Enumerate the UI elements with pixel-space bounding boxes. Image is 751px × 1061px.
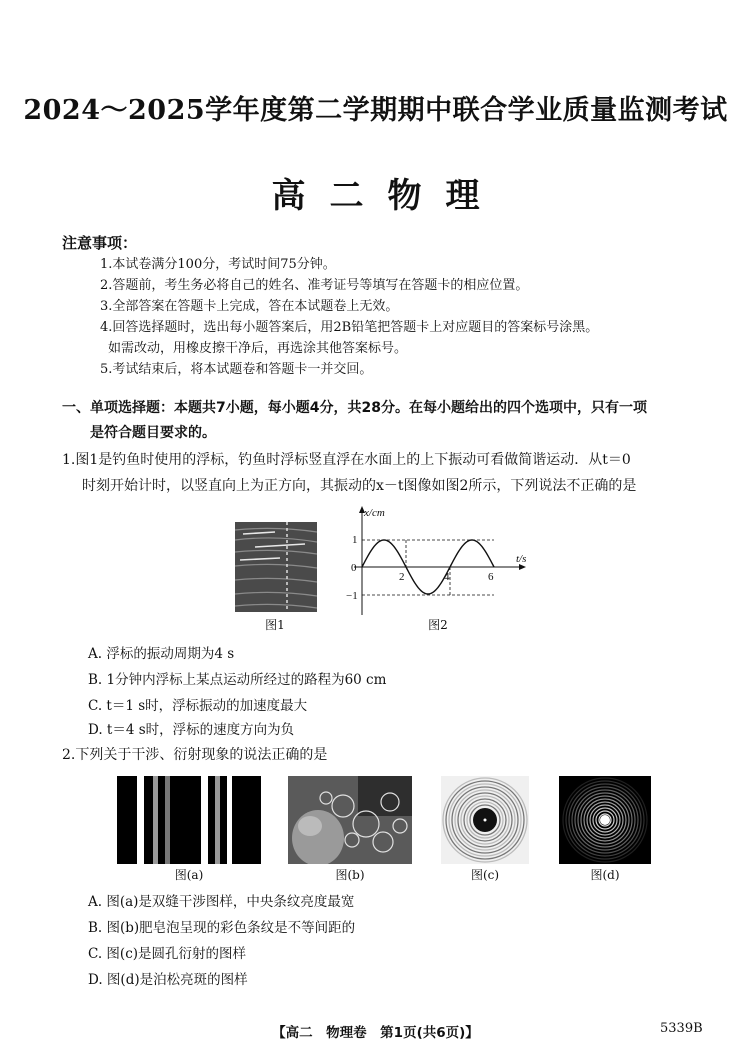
x-axis-label: t/s bbox=[516, 553, 527, 565]
y-axis-label: x/cm bbox=[364, 507, 385, 519]
q2-option-b: B. 图(b)肥皂泡呈现的彩色条纹是不等间距的 bbox=[88, 920, 356, 936]
q1-option-d: D. t＝4 s时，浮标的速度方向为负 bbox=[88, 722, 295, 738]
notice-item: 4.回答选择题时，选出每小题答案后，用2B铅笔把答题卡上对应题目的答案标号涂黑。 bbox=[100, 320, 599, 335]
notice-item: 3.全部答案在答题卡上完成，答在本试题卷上无效。 bbox=[100, 299, 399, 314]
figure-b-caption: 图(b) bbox=[335, 868, 365, 882]
figure-d-caption: 图(d) bbox=[590, 868, 620, 882]
question-line: 时刻开始计时，以竖直向上为正方向，其振动的x－t图像如图2所示，下列说法不正确的是 bbox=[82, 478, 637, 494]
q1-option-c: C. t＝1 s时，浮标振动的加速度最大 bbox=[88, 698, 308, 714]
notice-list bbox=[100, 254, 700, 380]
x-tick-label: 2 bbox=[399, 571, 405, 583]
origin-label: 0 bbox=[351, 562, 357, 574]
notice-item: 2.答题前，考生务必将自己的姓名、准考证号等填写在答题卡的相应位置。 bbox=[100, 278, 529, 293]
paper-code: 5339B bbox=[660, 1021, 703, 1036]
q2-option-a: A. 图(a)是双缝干涉图样，中央条纹亮度最宽 bbox=[88, 894, 355, 910]
figure-c-caption: 图(c) bbox=[470, 868, 500, 882]
xt-graph bbox=[334, 503, 534, 618]
notice-item: 1.本试卷满分100分，考试时间75分钟。 bbox=[100, 257, 336, 272]
section-heading bbox=[62, 396, 702, 446]
y-tick-label: 1 bbox=[352, 534, 358, 546]
soap-bubbles-photo bbox=[288, 776, 412, 864]
question-1-stem bbox=[62, 447, 702, 499]
q1-option-a: A. 浮标的振动周期为4 s bbox=[88, 646, 235, 662]
notice-item: 5.考试结束后，将本试题卷和答题卡一并交回。 bbox=[100, 362, 373, 377]
x-tick-label: 4 bbox=[444, 571, 450, 583]
question-2-stem: 2.下列关于干涉、衍射现象的说法正确的是 bbox=[62, 747, 328, 763]
bright-center-spot bbox=[600, 815, 610, 825]
y-tick-label: −1 bbox=[346, 590, 358, 602]
page-footer: 【高二 物理卷 第1页(共6页)】 bbox=[272, 1025, 479, 1041]
q2-option-c: C. 图(c)是圆孔衍射的图样 bbox=[88, 946, 247, 962]
figure-a-caption: 图(a) bbox=[174, 868, 204, 882]
notice-heading: 注意事项： bbox=[62, 234, 138, 252]
exam-title: 2024～2025学年度第二学期期中联合学业质量监测考试 bbox=[23, 95, 728, 126]
float-photo bbox=[235, 522, 317, 612]
subject-title: 高二物理 bbox=[271, 176, 504, 216]
section-line: 一、单项选择题：本题共7小题，每小题4分，共28分。在每小题给出的四个选项中，只有一项 bbox=[62, 400, 647, 416]
dark-center-rings-image bbox=[441, 776, 529, 864]
notice-item: 如需改动，用橡皮擦干净后，再选涂其他答案标号。 bbox=[108, 341, 408, 356]
figure-1-caption: 图1 bbox=[265, 618, 285, 632]
center-dot bbox=[484, 819, 487, 822]
double-slit-pattern-image bbox=[117, 776, 261, 864]
x-tick-label: 6 bbox=[488, 571, 494, 583]
q1-option-b: B. 1分钟内浮标上某点运动所经过的路程为60 cm bbox=[88, 672, 387, 688]
figure-2-caption: 图2 bbox=[428, 618, 448, 632]
question-line: 1.图1是钓鱼时使用的浮标，钓鱼时浮标竖直浮在水面上的上下振动可看做简谐运动．从t＝0 bbox=[62, 452, 631, 468]
section-line: 是符合题目要求的。 bbox=[90, 425, 216, 441]
q2-option-d: D. 图(d)是泊松亮斑的图样 bbox=[88, 972, 248, 988]
bright-center-rings-image bbox=[559, 776, 651, 864]
